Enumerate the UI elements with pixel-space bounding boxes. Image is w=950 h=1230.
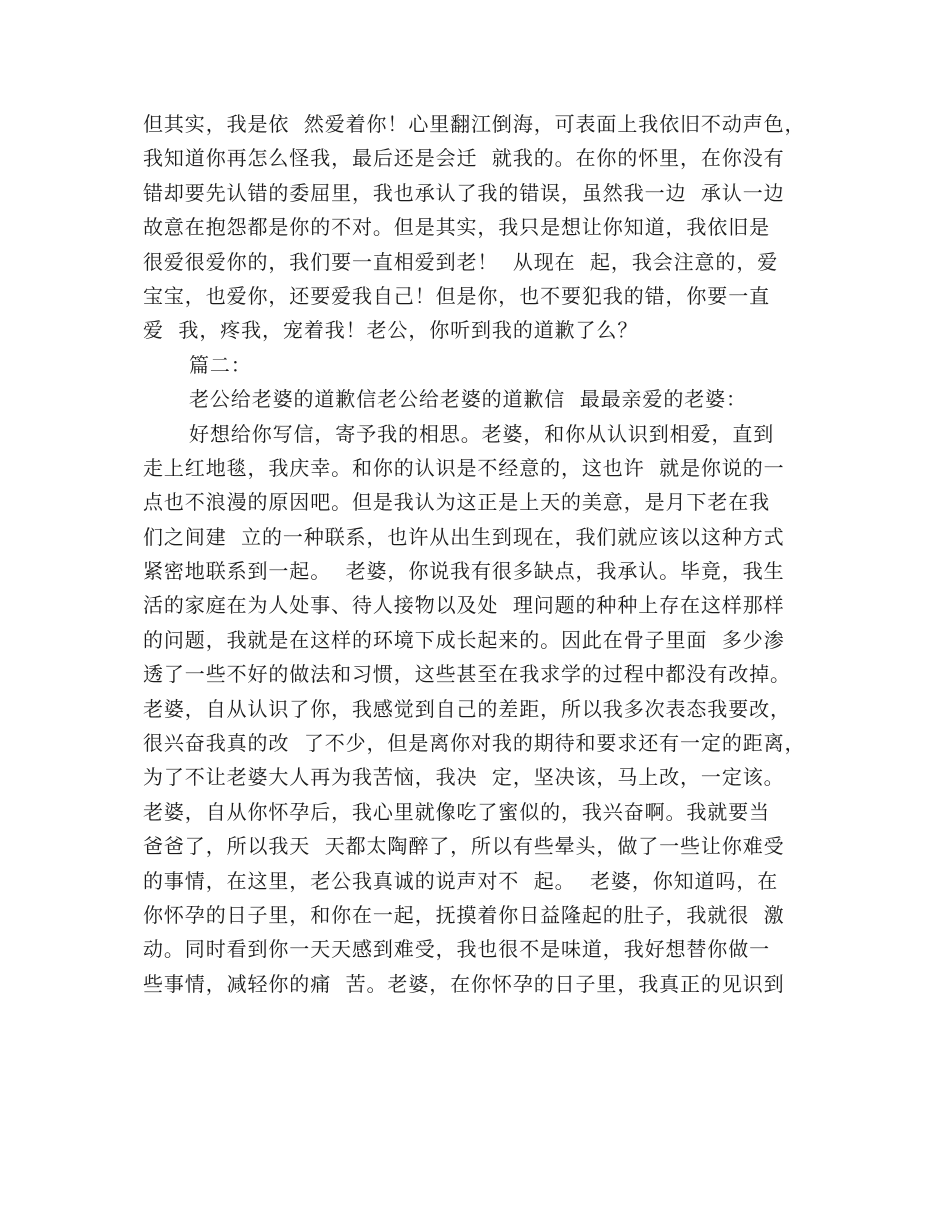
text-line: 好想给你写信，寄予我的相思。老婆，和你从认识到相爱，直到 — [189, 421, 775, 446]
text-line: 错却要先认错的委屈里，我也承认了我的错误，虽然我一边 承认一边 — [143, 180, 785, 205]
text-line: 的事情，在这里，老公我真诚的说声对不 起。 老婆，你知道吗，在 — [143, 868, 779, 893]
text-line: 我知道你再怎么怪我，最后还是会迁 就我的。在你的怀里，在你没有 — [143, 146, 785, 171]
text-line: 的问题，我就是在这样的环境下成长起来的。因此在骨子里面 多少渗 — [143, 627, 785, 652]
text-line: 篇二： — [189, 352, 252, 377]
text-line: 爸爸了，所以我天 天都太陶醉了，所以有些晕头，做了一些让你难受 — [143, 834, 785, 859]
text-line: 爱 我，疼我，宠着我！老公，你听到我的道歉了么？ — [143, 318, 639, 343]
text-line: 为了不让老婆大人再为我苦恼，我决 定，坚决该，马上改，一定该。 — [143, 765, 785, 790]
text-line: 些事情，减轻你的痛 苦。老婆，在你怀孕的日子里，我真正的见识到 — [143, 971, 785, 996]
text-line: 你怀孕的日子里，和你在一起，抚摸着你日益隆起的肚子，我就很 激 — [143, 902, 785, 927]
text-line: 走上红地毯，我庆幸。和你的认识是不经意的，这也许 就是你说的一 — [143, 455, 785, 480]
text-line: 动。同时看到你一天天感到难受，我也很不是味道，我好想替你做一 — [143, 937, 770, 962]
text-line: 们之间建 立的一种联系，也许从出生到现在，我们就应该以这种方式 — [143, 524, 785, 549]
text-line: 点也不浪漫的原因吧。但是我认为这正是上天的美意，是月下老在我 — [143, 490, 770, 515]
text-line: 宝宝，也爱你，还要爱我自己！但是你，也不要犯我的错，你要一直 — [143, 283, 770, 308]
text-line: 很爱很爱你的，我们要一直相爱到老！ 从现在 起，我会注意的，爱 — [143, 249, 779, 274]
text-line: 老婆，自从认识了你，我感觉到自己的差距，所以我多次表态我要改， — [143, 696, 791, 721]
letter-body — [143, 107, 833, 1001]
text-line: 老婆，自从你怀孕后，我心里就像吃了蜜似的，我兴奋啊。我就要当 — [143, 799, 770, 824]
text-line: 老公给老婆的道歉信老公给老婆的道歉信 最最亲爱的老婆： — [189, 387, 747, 412]
text-line: 很兴奋我真的改 了不少，但是离你对我的期待和要求还有一定的距离， — [143, 731, 806, 756]
text-line: 但其实，我是依 然爱着你！心里翻江倒海，可表面上我依旧不动声色， — [143, 112, 806, 136]
text-line: 紧密地联系到一起。 老婆，你说我有很多缺点，我承认。毕竟，我生 — [143, 559, 785, 584]
text-line: 故意在抱怨都是你的不对。但是其实，我只是想让你知道，我依旧是 — [143, 215, 770, 240]
text-line: 透了一些不好的做法和习惯，这些甚至在我求学的过程中都没有改掉。 — [143, 662, 791, 687]
text-line: 活的家庭在为人处事、待人接物以及处 理问题的种种上存在这样那样 — [143, 593, 785, 618]
